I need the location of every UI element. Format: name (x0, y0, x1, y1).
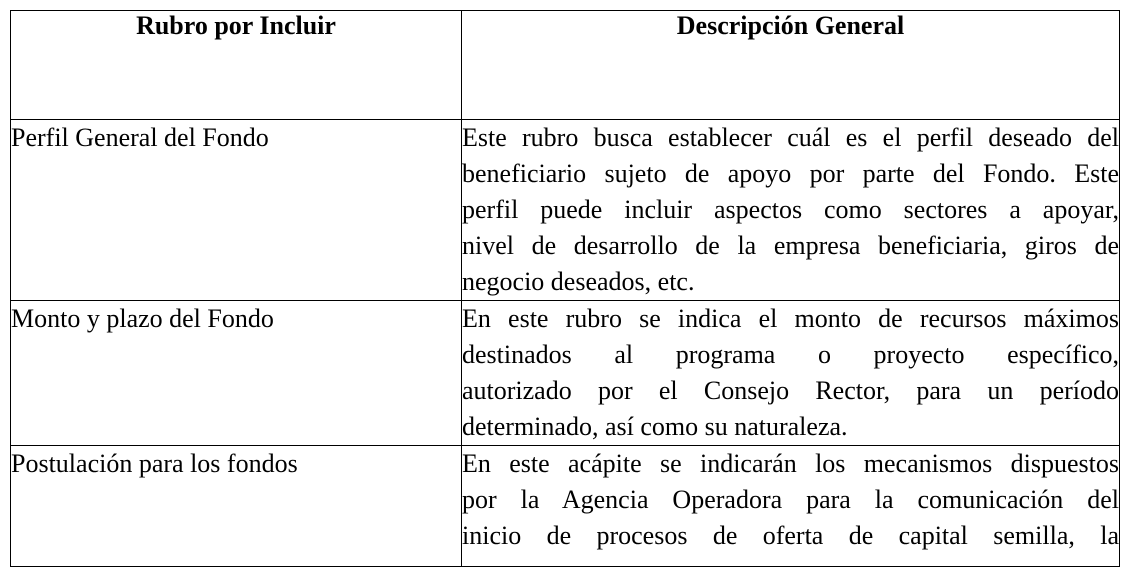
table-row (11, 446, 1120, 567)
descripcion-line: nivel de desarrollo de la empresa beneficiaria, giros de (462, 231, 1119, 260)
descripcion-line: negocio deseados, etc. (462, 267, 695, 296)
descripcion-line: beneficiario sujeto de apoyo por parte del Fondo. Este (462, 159, 1119, 188)
table-row (11, 301, 1120, 446)
column-header-rubro: Rubro por Incluir (11, 11, 462, 120)
rubros-table (10, 10, 1120, 567)
column-header-descripcion: Descripción General (462, 11, 1120, 120)
descripcion-line: determinado, así como su naturaleza. (462, 412, 848, 441)
descripcion-cell (462, 446, 1120, 567)
table-header-row (11, 11, 1120, 120)
descripcion-line: Este rubro busca establecer cuál es el perfil deseado del (462, 123, 1119, 152)
rubro-cell: Perfil General del Fondo (11, 120, 462, 301)
descripcion-line: En este rubro se indica el monto de recursos máximos (462, 304, 1119, 333)
table-row (11, 120, 1120, 301)
rubro-cell: Monto y plazo del Fondo (11, 301, 462, 446)
descripcion-line: por la Agencia Operadora para la comunicación del (462, 485, 1119, 514)
descripcion-cell (462, 120, 1120, 301)
descripcion-line: En este acápite se indicarán los mecanismos dispuestos (462, 449, 1119, 478)
descripcion-line: destinados al programa o proyecto específico, (462, 340, 1119, 369)
rubro-cell: Postulación para los fondos (11, 446, 462, 567)
descripcion-line: perfil puede incluir aspectos como sectores a apoyar, (462, 195, 1119, 224)
descripcion-cell (462, 301, 1120, 446)
descripcion-line: autorizado por el Consejo Rector, para un período (462, 376, 1119, 405)
descripcion-line: inicio de procesos de oferta de capital semilla, la (462, 521, 1119, 550)
